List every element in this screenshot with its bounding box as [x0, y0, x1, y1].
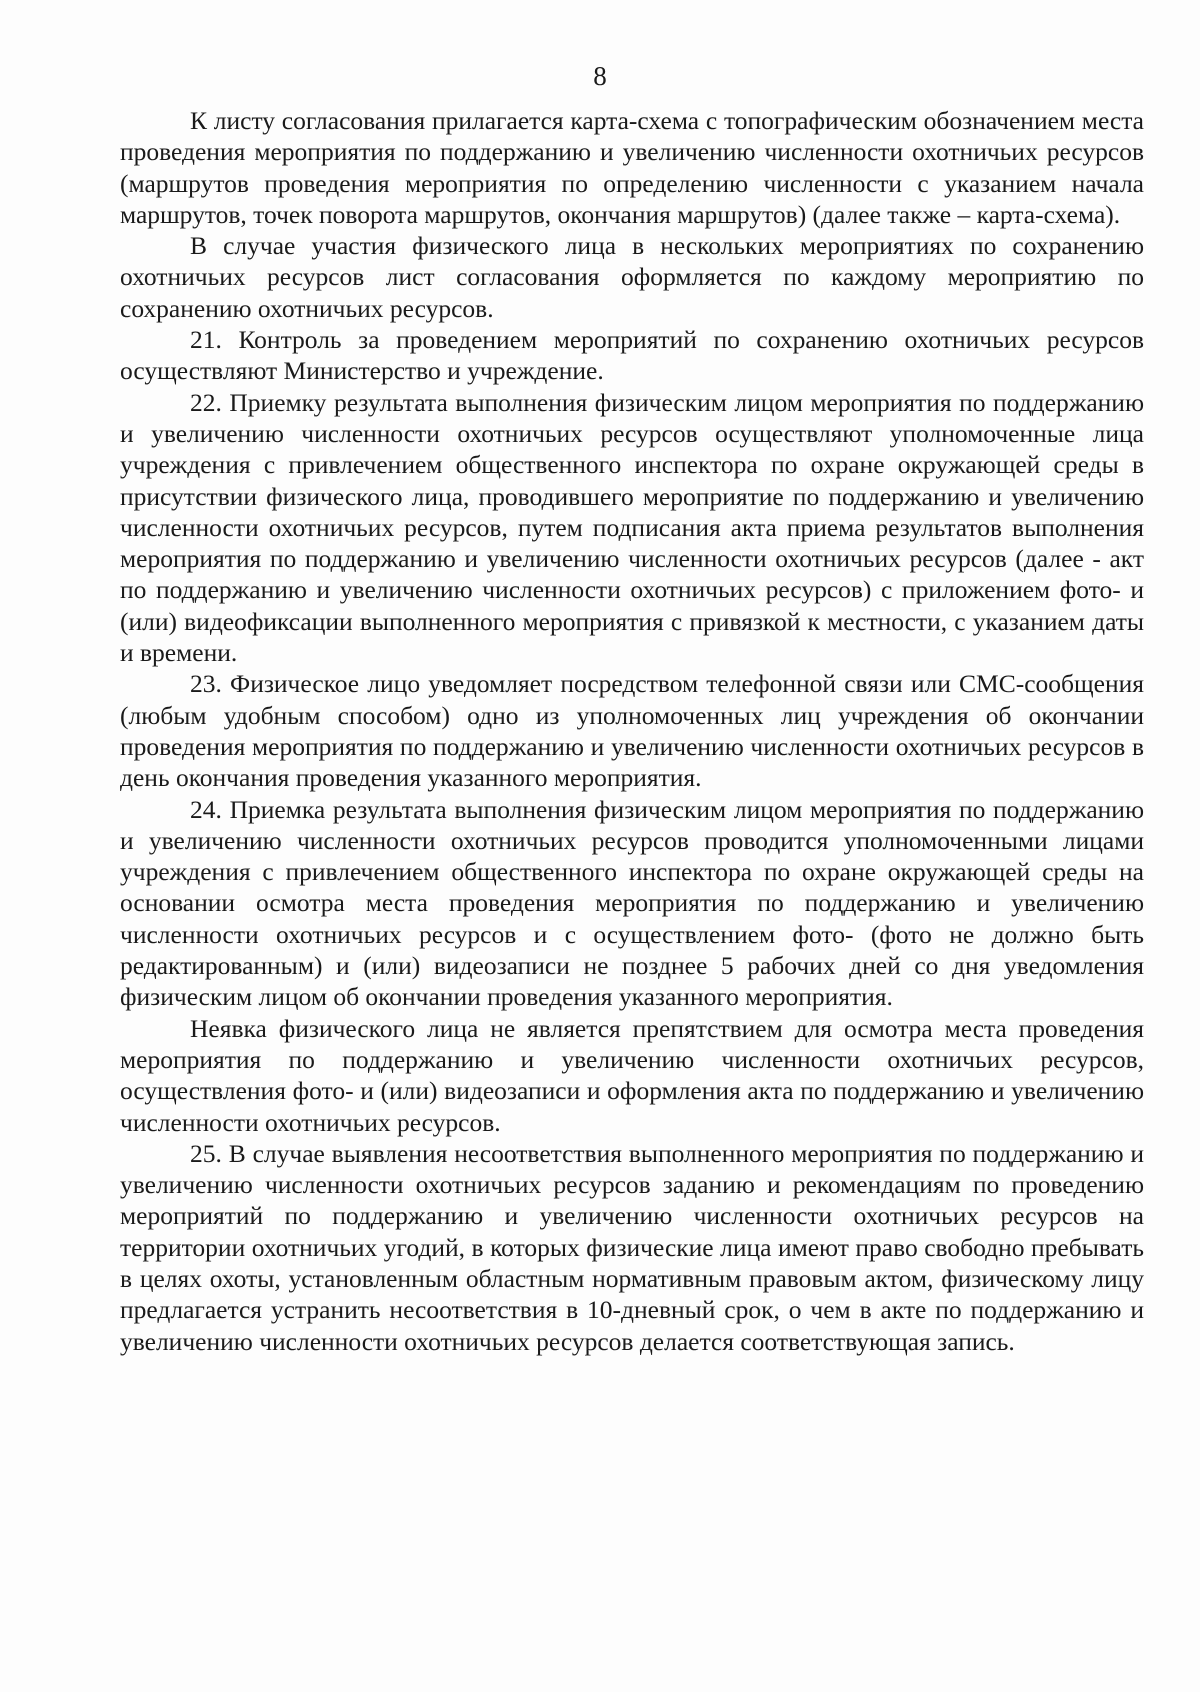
paragraph-absence: Неявка физического лица не является препятствием для осмотра места проведения мероприятия по поддержанию и увеличению численности охотничьих ресурсов, осуществления фото- и (или) видеозаписи и оформления акта по поддержанию и увеличению численности охотничьих ресурсов. — [120, 1013, 1144, 1137]
paragraph-24-inspection: 24. Приемка результата выполнения физическим лицом мероприятия по поддержанию и увеличению численности охотничьих ресурсов проводится уполномоченными лицами учреждения с привлечением общественного инспектора по охране окружающей среды на основании осмотра места проведения мероприятия по поддержанию и увеличению численности охотничьих ресурсов и с осуществлением фото- (фото не должно быть редактированным) и (или) видеозаписи не позднее 5 рабочих дней со дня уведомления физическим лицом об окончании проведения указанного мероприятия. — [120, 794, 1144, 1012]
paragraph-map-scheme: К листу согласования прилагается карта-схема с топографическим обозначением места проведения мероприятия по поддержанию и увеличению численности охотничьих ресурсов (маршрутов проведения мероприятия по определению численности с указанием начала маршрутов, точек поворота маршрутов, окончания маршрутов) (далее также – карта-схема). — [120, 106, 1144, 229]
paragraph-21-control: 21. Контроль за проведением мероприятий по сохранению охотничьих ресурсов осуществляют Министерство и учреждение. — [120, 325, 1144, 386]
paragraph-25-nonconformity: 25. В случае выявления несоответствия выполненного мероприятия по поддержанию и увеличению численности охотничьих ресурсов заданию и рекомендациям по проведению мероприятий по поддержанию и увеличению численности охотничьих ресурсов на территории охотничьих угодий, в которых физические лица имеют право свободно пребывать в целях охоты, установленным областным нормативным правовым актом, физическому лицу предлагается устранить несоответствия в 10-дневный срок, о чем в акте по поддержанию и увеличению численности охотничьих ресурсов делается соответствующая запись. — [120, 1138, 1144, 1356]
paragraph-multiple-events: В случае участия физического лица в нескольких мероприятиях по сохранению охотничьих ресурсов лист согласования оформляется по каждому мероприятию по сохранению охотничьих ресурсов. — [120, 231, 1144, 323]
paragraph-22-acceptance: 22. Приемку результата выполнения физическим лицом мероприятия по поддержанию и увеличению численности охотничьих ресурсов осуществляют уполномоченные лица учреждения с привлечением общественного инспектора по охране окружающей среды в присутствии физического лица, проводившего мероприятие по поддержанию и увеличению численности охотничьих ресурсов, путем подписания акта приема результатов выполнения мероприятия по поддержанию и увеличению численности охотничьих ресурсов (далее - акт по поддержанию и увеличению численности охотничьих ресурсов) с приложением фото- и (или) видеофиксации выполненного мероприятия с привязкой к местности, с указанием даты и времени. — [120, 387, 1144, 668]
document-body — [120, 105, 1144, 1357]
paragraph-23-notification: 23. Физическое лицо уведомляет посредством телефонной связи или СМС-сообщения (любым удобным способом) одно из уполномоченных лиц учреждения об окончании проведения мероприятия по поддержанию и увеличению численности охотничьих ресурсов в день окончания проведения указанного мероприятия. — [120, 669, 1144, 793]
page-number: 8 — [593, 61, 607, 91]
